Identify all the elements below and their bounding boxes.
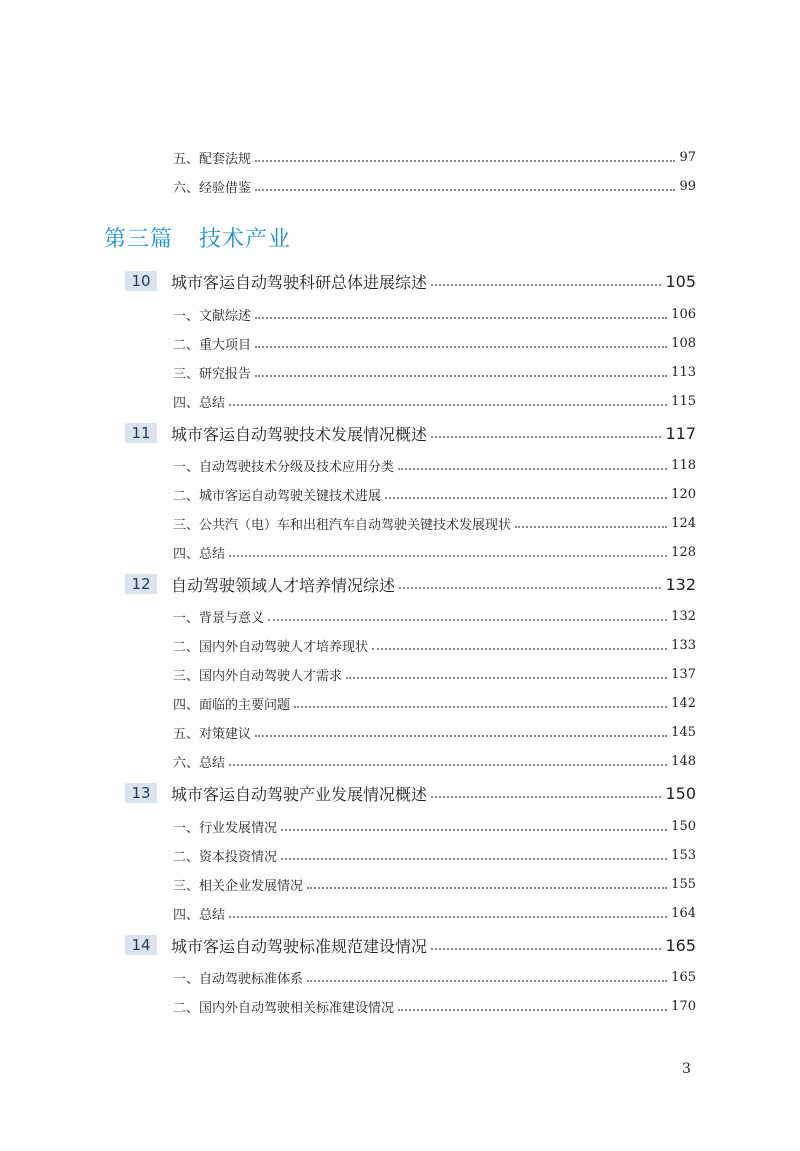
toc-entry-page: 137: [671, 666, 696, 682]
toc-entry[interactable]: [173, 720, 696, 744]
dot-leader: [515, 526, 667, 528]
part-heading: [104, 222, 291, 253]
part-title: 技术产业: [199, 227, 292, 252]
toc-entry-title: 二、城市客运自动驾驶关键技术进展: [173, 488, 382, 504]
toc-entry-title: 一、行业发展情况: [173, 820, 278, 836]
chapter-entry[interactable]: [125, 571, 696, 597]
toc-entry-page: 106: [671, 306, 696, 322]
dot-leader: [255, 189, 675, 191]
toc-entry[interactable]: [173, 749, 696, 773]
toc-entry-page: 132: [671, 608, 696, 624]
toc-entry[interactable]: [173, 814, 696, 838]
dot-leader: [294, 706, 667, 708]
toc-entry-page: 97: [679, 149, 696, 165]
toc-entry-page: 145: [671, 724, 696, 740]
page-number: 3: [682, 1061, 691, 1077]
toc-entry-page: 118: [671, 457, 696, 473]
dot-leader: [307, 980, 667, 982]
toc-entry-title: 六、总结: [173, 755, 226, 771]
dot-leader: [431, 796, 661, 798]
toc-entry[interactable]: [173, 389, 696, 413]
dot-leader: [255, 317, 667, 319]
toc-entry[interactable]: [173, 360, 696, 384]
toc-entry[interactable]: [173, 843, 696, 867]
toc-entry-page: 164: [671, 905, 696, 921]
chapter-page: 105: [665, 271, 696, 291]
toc-entry[interactable]: [173, 145, 696, 169]
toc-entry-page: 170: [671, 998, 696, 1014]
dot-leader: [268, 619, 667, 621]
dot-leader: [255, 375, 667, 377]
toc-entry-title: 一、自动驾驶标准体系: [173, 971, 304, 987]
toc-entry-title: 一、文献综述: [173, 308, 252, 324]
dot-leader: [431, 284, 661, 286]
dot-leader: [281, 829, 667, 831]
toc-entry-title: 五、配套法规: [173, 151, 252, 167]
toc-entry-page: 99: [679, 178, 696, 194]
toc-entry-title: 二、国内外自动驾驶相关标准建设情况: [173, 1000, 395, 1016]
chapter-title: 自动驾驶领域人才培养情况综述: [171, 575, 396, 595]
toc-entry-title: 五、对策建议: [173, 726, 252, 742]
chapter-entry[interactable]: [125, 268, 696, 294]
part-label: 第三篇: [104, 227, 174, 252]
toc-entry-page: 165: [671, 969, 696, 985]
toc-entry[interactable]: [173, 331, 696, 355]
toc-entry-title: 二、资本投资情况: [173, 849, 278, 865]
toc-entry[interactable]: [173, 662, 696, 686]
toc-entry[interactable]: [173, 482, 696, 506]
toc-entry-title: 二、国内外自动驾驶人才培养现状: [173, 639, 369, 655]
toc-entry-page: 128: [671, 544, 696, 560]
toc-entry-title: 三、相关企业发展情况: [173, 878, 304, 894]
dot-leader: [399, 587, 661, 589]
toc-entry-title: 四、总结: [173, 546, 226, 562]
dot-leader: [229, 916, 667, 918]
toc-entry-page: 120: [671, 486, 696, 502]
dot-leader: [229, 764, 667, 766]
toc-entry[interactable]: [173, 901, 696, 925]
toc-entry[interactable]: [173, 604, 696, 628]
toc-entry-page: 133: [671, 637, 696, 653]
toc-entry-page: 155: [671, 876, 696, 892]
toc-entry[interactable]: [173, 302, 696, 326]
dot-leader: [385, 497, 667, 499]
toc-entry-title: 三、国内外自动驾驶人才需求: [173, 668, 343, 684]
dot-leader: [346, 677, 667, 679]
toc-entry[interactable]: [173, 994, 696, 1018]
dot-leader: [229, 555, 667, 557]
chapter-page: 132: [665, 574, 696, 594]
dot-leader: [431, 948, 661, 950]
toc-entry-page: 113: [671, 364, 696, 380]
chapter-title: 城市客运自动驾驶技术发展情况概述: [171, 424, 428, 444]
toc-entry[interactable]: [173, 540, 696, 564]
toc-entry-title: 四、面临的主要问题: [173, 697, 291, 713]
toc-entry[interactable]: [173, 453, 696, 477]
chapter-entry[interactable]: [125, 420, 696, 446]
chapter-entry[interactable]: [125, 932, 696, 958]
toc-entry-page: 153: [671, 847, 696, 863]
toc-entry[interactable]: [173, 965, 696, 989]
toc-entry[interactable]: [173, 633, 696, 657]
toc-entry[interactable]: [173, 511, 696, 535]
chapter-number: 11: [125, 423, 157, 443]
toc-entry-title: 二、重大项目: [173, 337, 252, 353]
toc-entry-title: 一、背景与意义: [173, 610, 265, 626]
dot-leader: [255, 160, 675, 162]
toc-entry-page: 124: [671, 515, 696, 531]
chapter-title: 城市客运自动驾驶标准规范建设情况: [171, 936, 428, 956]
chapter-page: 150: [665, 783, 696, 803]
toc-entry-title: 六、经验借鉴: [173, 180, 252, 196]
dot-leader: [307, 887, 667, 889]
toc-entry[interactable]: [173, 174, 696, 198]
chapter-number: 13: [125, 783, 157, 803]
dot-leader: [229, 404, 667, 406]
dot-leader: [255, 735, 667, 737]
dot-leader: [431, 436, 661, 438]
chapter-entry[interactable]: [125, 780, 696, 806]
toc-entry-page: 150: [671, 818, 696, 834]
toc-entry-title: 三、公共汽（电）车和出租汽车自动驾驶关键技术发展现状: [173, 517, 512, 533]
toc-entry-title: 四、总结: [173, 395, 226, 411]
toc-entry[interactable]: [173, 691, 696, 715]
chapter-page: 117: [665, 423, 696, 443]
toc-entry[interactable]: [173, 872, 696, 896]
chapter-number: 10: [125, 271, 157, 291]
chapter-number: 14: [125, 935, 157, 955]
chapter-title: 城市客运自动驾驶科研总体进展综述: [171, 272, 428, 292]
dot-leader: [372, 648, 667, 650]
dot-leader: [255, 346, 667, 348]
dot-leader: [281, 858, 667, 860]
dot-leader: [398, 468, 667, 470]
toc-entry-page: 142: [671, 695, 696, 711]
chapter-page: 165: [665, 935, 696, 955]
toc-entry-page: 148: [671, 753, 696, 769]
toc-entry-page: 115: [671, 393, 696, 409]
chapter-title: 城市客运自动驾驶产业发展情况概述: [171, 784, 428, 804]
dot-leader: [398, 1009, 667, 1011]
chapter-number: 12: [125, 574, 157, 594]
toc-entry-page: 108: [671, 335, 696, 351]
toc-entry-title: 四、总结: [173, 907, 226, 923]
toc-entry-title: 三、研究报告: [173, 366, 252, 382]
toc-entry-title: 一、自动驾驶技术分级及技术应用分类: [173, 459, 395, 475]
